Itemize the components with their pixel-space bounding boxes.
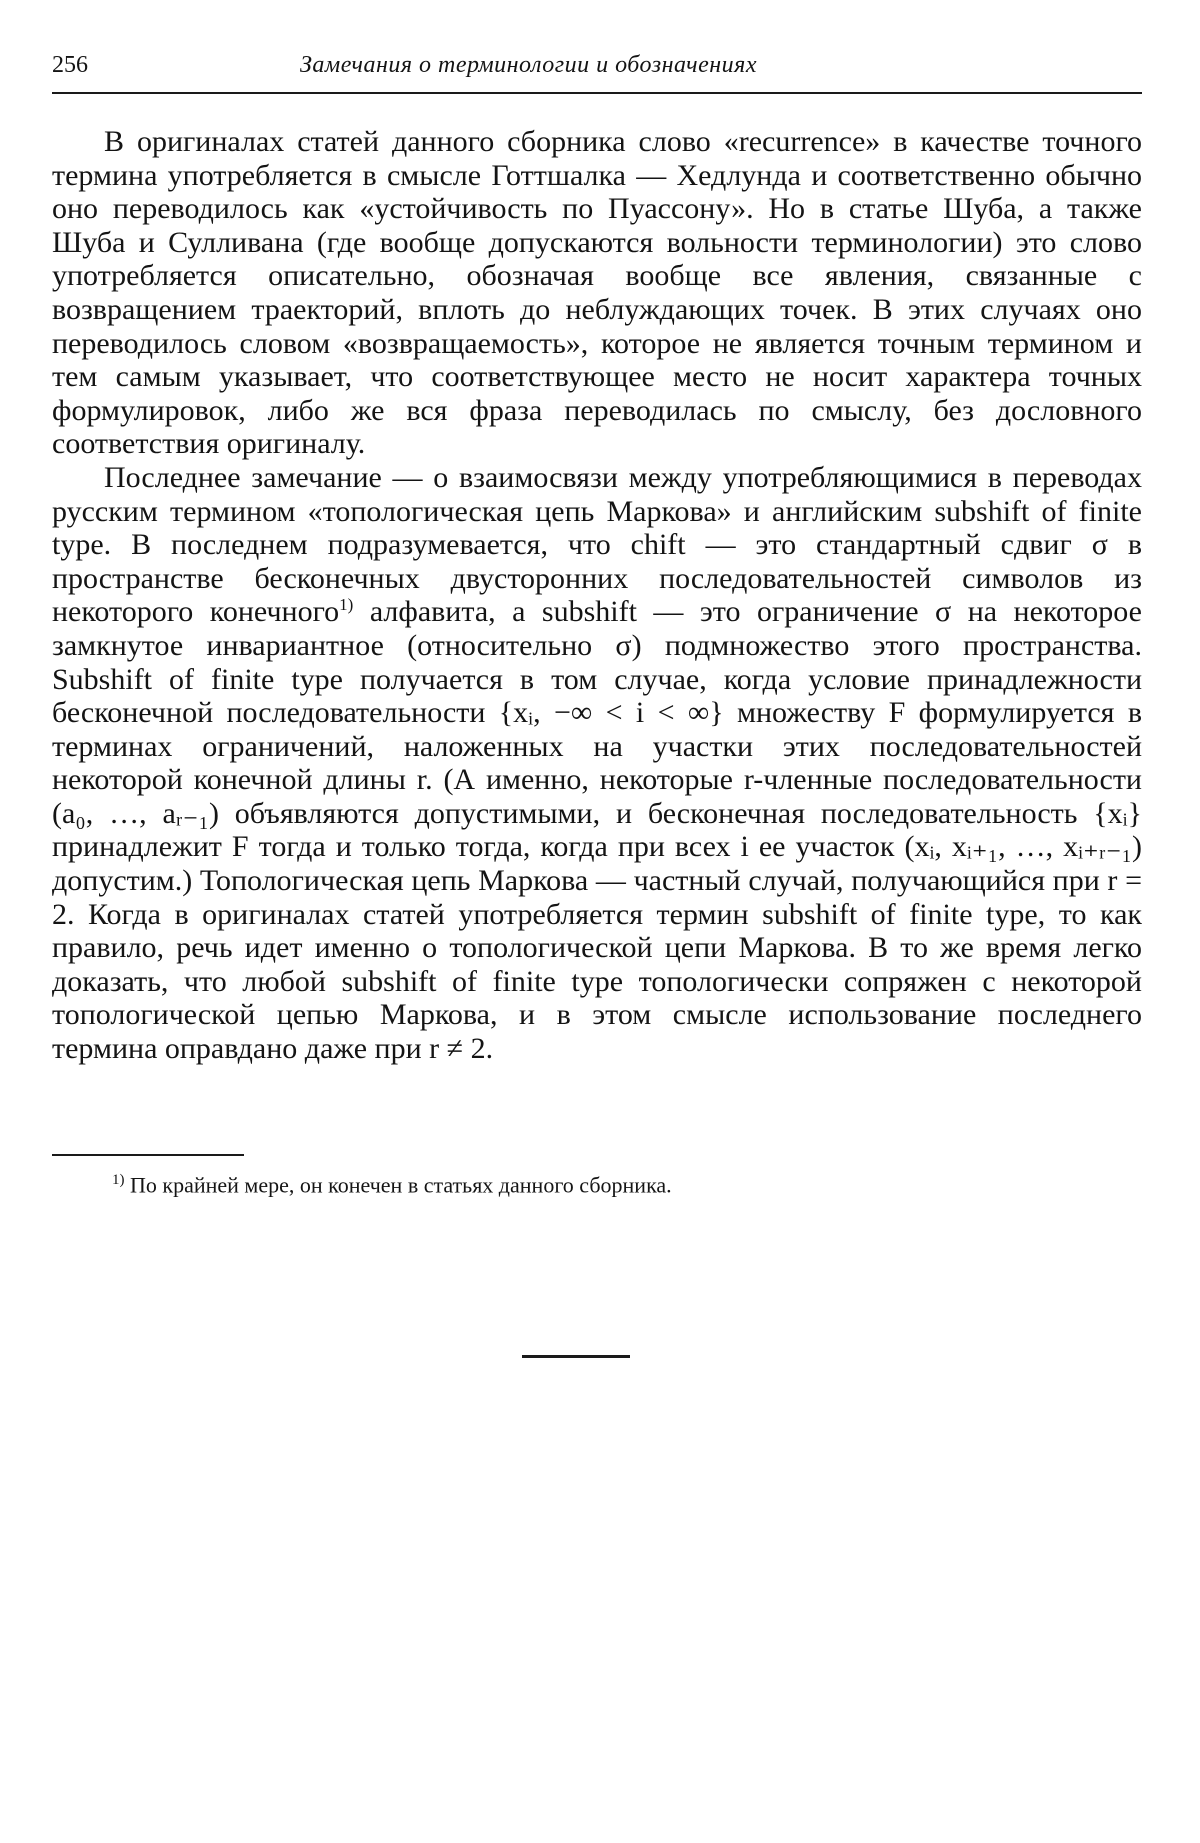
body-text <box>52 125 1142 1066</box>
footnote-text: По крайней мере, он конечен в статьях данного сборника. <box>124 1172 672 1198</box>
section-end-rule <box>522 1355 630 1358</box>
footnote <box>112 1166 1132 1199</box>
page-number: 256 <box>52 52 88 78</box>
footnote-reference: 1) <box>339 595 354 615</box>
paragraph-subshift-end: алфавита, а subshift — это ограничение σ на некоторое замкнутое инвариантное (относительно σ) подмножество этого пространства. Subshift of finite type получается в том случае, когда условие принадлежности бесконечной последовательности {xᵢ, −∞ < i < ∞} множеству F формулируется в терминах ограничений, наложенных на участки этих последовательностей некоторой конечной длины r. (А именно, некоторые r-членные последовательности (a₀, …, aᵣ₋₁) объявляются допустимыми, и бесконечная последовательность {xᵢ} принадлежит F тогда и только тогда, когда при всех i ее участок (xᵢ, xᵢ₊₁, …, xᵢ₊ᵣ₋₁) допустим.) Топологическая цепь Маркова — частный случай, получающийся при r = 2. Когда в оригиналах статей употребляется термин subshift of finite type, то как правило, речь идет именно о топологической цепи Маркова. В то же время легко доказать, что любой subshift of finite type топологически сопряжен с некоторой топологической цепью Маркова, и в этом смысле использование последнего термина оправдано даже при r ≠ 2. <box>52 595 1142 1066</box>
running-title: Замечания о терминологии и обозначениях <box>300 52 757 78</box>
paragraph-subshift <box>52 461 1142 1066</box>
footnote-divider <box>52 1154 244 1156</box>
footnote-marker: 1) <box>112 1172 125 1188</box>
paragraph-subshift-start: Последнее замечание — о взаимосвязи между употребляющимися в переводах русским термином «топологическая цепь Маркова» и английским subshift of finite type. В последнем подразумевается, что chift — это стандартный сдвиг σ в пространстве бесконечных двусторонних последовательностей символов из некоторого конечного <box>52 460 1142 629</box>
paragraph-recurrence: В оригиналах статей данного сборника слово «recurrence» в качестве точного термина употребляется в смысле Готтшалка — Хедлунда и соответственно обычно оно переводилось как «устойчивость по Пуассону». Но в статье Шуба, а также Шуба и Сулливана (где вообще допускаются вольности терминологии) это слово употребляется описательно, обозначая вообще все явления, связанные с возвращением траекторий, вплоть до неблуждающих точек. В этих случаях оно переводилось словом «возвращаемость», которое не является точным термином и тем самым указывает, что соответствующее место не носит характера точных формулировок, либо же вся фраза переводилась по смыслу, без дословного соответствия оригиналу. <box>52 125 1142 461</box>
running-head <box>52 52 1142 94</box>
